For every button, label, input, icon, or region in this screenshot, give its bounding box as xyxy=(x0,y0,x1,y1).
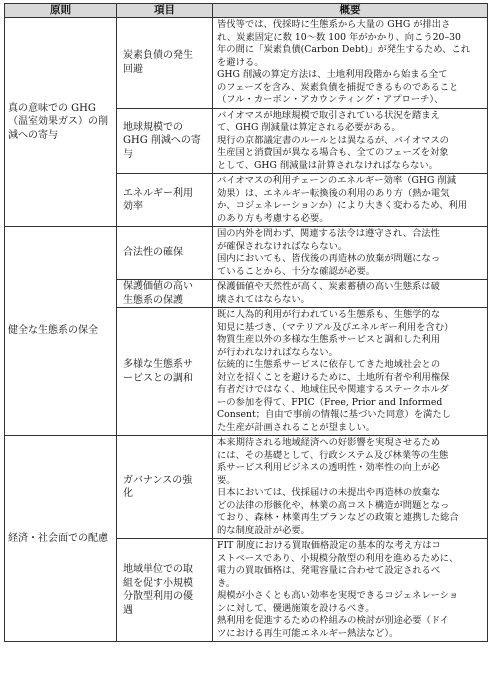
principle-cell xyxy=(5,18,117,227)
item-label: 地球規模での GHG 削減への寄 与 xyxy=(123,121,201,160)
summary-paragraph: バイオマスが地球規模で取引されている状況を踏まえ て、GHG 削減量は算定される必要がある。 xyxy=(217,109,440,133)
summary-cell xyxy=(213,280,488,308)
summary-paragraph: 日本においては、伐採届けの未提出や再造林の放棄な どの法律の形骸化や、林業の高コスト構造が問題となっ ており、森林・林業再生プランなどの政策と連携した総合 的な制度設計が必要。 xyxy=(217,487,459,536)
principle-cell xyxy=(5,227,117,436)
summary-paragraph: 熱利用を促進するための枠組みの検討が別途必要（ドイ ツにおける再生可能エネルギー熱法など）。 xyxy=(217,615,449,639)
summary-paragraph: FIT 制度における買取価格設定の基本的な考え方はコ ストベースであり、小規模分散型の利用を進めるために、 電力の買取価格は、発電容量に合わせて設定されるべ き。 xyxy=(217,540,459,589)
principle-cell xyxy=(5,436,117,642)
header-item: 項目 xyxy=(117,4,213,18)
item-label: 保護価値の高い 生態系の保護 xyxy=(123,281,193,306)
item-cell xyxy=(117,18,213,109)
table-row xyxy=(5,436,488,539)
summary-paragraph: 本来期待される地域経済への好影響を実現させるため には、その基礎として、行政システム及び林業等の生態 系サービス利用ビジネスの透明性・効率性の向上が必 要。 xyxy=(217,437,449,486)
principle-label: 真の意味での GHG （温室効果ガス）の削 減への寄与 xyxy=(8,102,108,141)
summary-paragraph: 規模が小さくとも高い効率を実現できるコジェネレーショ ンに対して、優遇施策を設けるべき。 xyxy=(217,590,459,614)
header-summary: 概要 xyxy=(213,4,488,18)
summary-paragraph: 既に人為的利用が行われている生態系も、生態学的な 知見に基づき、（マテリアル及びエネルギー利用を含む） 物質生産以外の多様な生態系サービスと調和した利用 が行われなければならない。 xyxy=(217,309,454,358)
item-label: ガバナンスの強 化 xyxy=(123,474,193,499)
principles-table xyxy=(4,3,488,642)
summary-paragraph: 国の内外を問わず、関連する法令は遵守され、合法性 が確保されなければならない。 xyxy=(217,228,440,252)
document-page xyxy=(4,3,487,642)
item-cell xyxy=(117,436,213,539)
summary-cell xyxy=(213,227,488,280)
header-row xyxy=(5,4,488,18)
summary-paragraph: 現行の京都議定書のルールとは異なるが、バイオマスの 生産国と消費国が異なる場合も、全てのフェーズを対象 として、GHG 削減量は計算されなければならない。 xyxy=(217,134,449,171)
item-cell xyxy=(117,174,213,227)
principle-label: 経済・社会面での配慮 xyxy=(8,532,108,544)
summary-cell xyxy=(213,436,488,539)
principle-label: 健全な生態系の保全 xyxy=(8,325,98,337)
table-row xyxy=(5,18,488,109)
summary-paragraph: バイオマスの利用チェーンのエネルギー効率（GHG 削減 効果）は、エネルギー転換後の利用のあり方（熱か電気 か、コジェネレーションか）により大きく変わるため、利用 のあり方も考慮する必要。 xyxy=(217,175,468,224)
table-row xyxy=(5,227,488,280)
item-cell xyxy=(117,308,213,436)
summary-paragraph: 伝統的に生態系サービスに依存してきた地域社会との 対立を招くことを避けるために、土地所有者や利用権保 有者だけではなく、地域住民や関連するステークホルダ ーの参加を得て、FPIC（Free, Prior and Informed Consent；自由で事前の情報に基づいた同意）を満たし た生産が計画されることが望ましい。 xyxy=(217,359,451,433)
summary-cell xyxy=(213,308,488,436)
summary-paragraph: GHG 削減の算定方法は、土地利用段階から始まる全て のフェーズを含み、炭素負債を捕捉できるものであること （フル・カーボン・アカウンティング・アプローチ）、 xyxy=(217,69,459,105)
item-cell xyxy=(117,539,213,642)
summary-paragraph: 皆伐等では、伐採時に生態系から大量の GHG が排出さ れ、炭素固定に数 10～数 100 年がかかり、向こう20–30 年の間に「炭素負債(Carbon Debt)」が発生するため、これ を避ける。 xyxy=(217,19,471,68)
header-principle: 原則 xyxy=(5,4,117,18)
item-label: 地域単位での取 組を促す小規模 分散型利用の優 遇 xyxy=(123,564,193,616)
summary-cell xyxy=(213,539,488,642)
summary-paragraph: 国内においても、皆伐後の再造林の放棄が問題になっ ていることから、十分な確認が必要。 xyxy=(217,253,441,277)
item-label: エネルギー利用 効率 xyxy=(123,187,193,212)
summary-cell xyxy=(213,108,488,174)
item-label: 合法性の確保 xyxy=(123,247,183,259)
item-cell xyxy=(117,227,213,280)
item-cell xyxy=(117,108,213,174)
item-label: 炭素負債の発生 回避 xyxy=(123,50,193,75)
summary-cell xyxy=(213,18,488,109)
summary-paragraph: 保護価値や天然性が高く、炭素蓄積の高い生態系は破 壊されてはならない。 xyxy=(217,281,440,305)
summary-cell xyxy=(213,174,488,227)
item-label: 多様な生態系サ ービスとの調和 xyxy=(123,359,193,384)
item-cell xyxy=(117,280,213,308)
